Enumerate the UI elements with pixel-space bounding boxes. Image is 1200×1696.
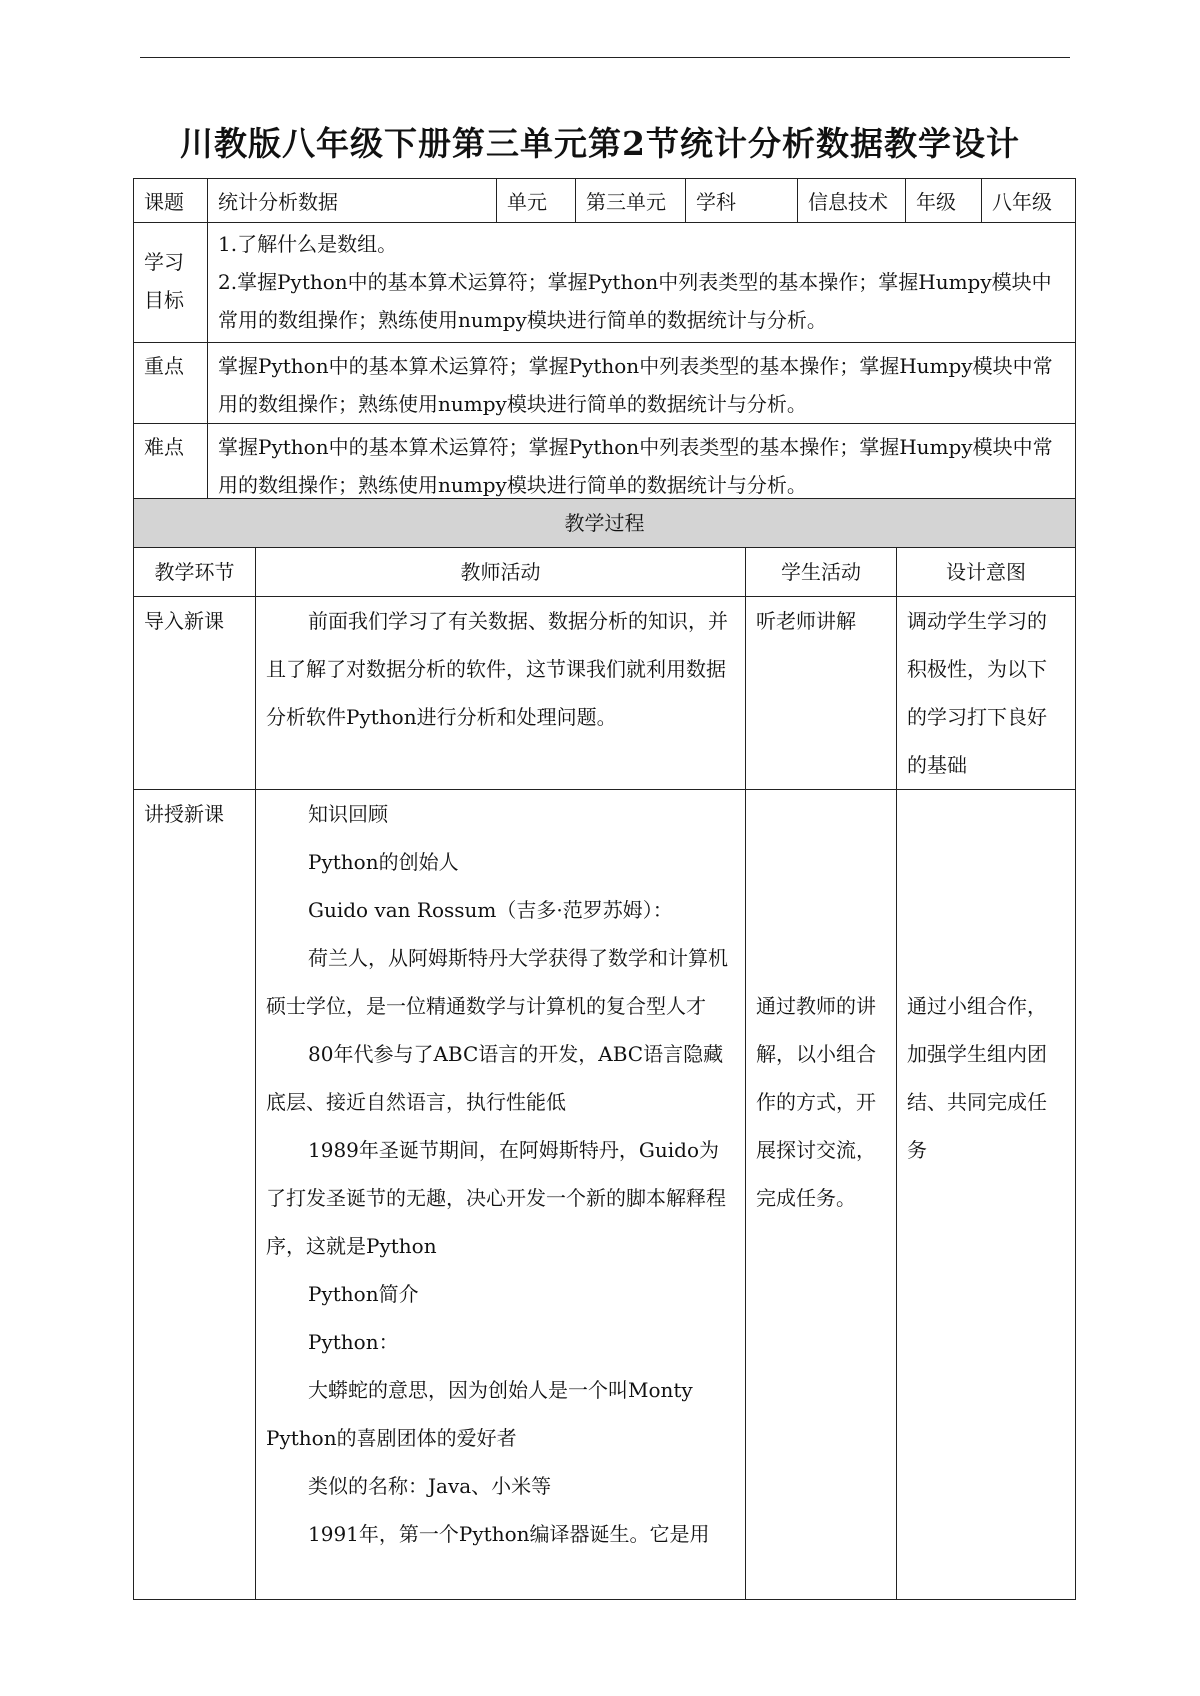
intro-teacher-text: 前面我们学习了有关数据、数据分析的知识，并且了解了对数据分析的软件，这节课我们就利用数据分析软件Python进行分析和处理问题。	[266, 609, 728, 729]
info-row	[134, 179, 1076, 223]
lecture-paragraph: 80年代参与了ABC语言的开发，ABC语言隐藏底层、接近自然语言，执行性能低	[266, 1042, 724, 1114]
difficulties-row	[134, 424, 1076, 505]
difficulties-label: 难点	[134, 424, 208, 505]
objectives-label	[134, 223, 208, 343]
lecture-design-intent	[897, 790, 1076, 1600]
intro-student-activity: 听老师讲解	[746, 597, 897, 790]
intro-row	[134, 597, 1076, 790]
lecture-paragraph: 1991年，第一个Python编译器诞生。它是用	[308, 1522, 710, 1546]
column-header-teacher: 教师活动	[256, 548, 746, 597]
lecture-paragraph: Python的创始人	[308, 850, 459, 874]
lecture-paragraph: Python：	[308, 1330, 399, 1354]
grade-value: 八年级	[982, 179, 1076, 223]
objectives-row	[134, 223, 1076, 343]
lecture-paragraph: Python简介	[308, 1282, 419, 1306]
lecture-paragraph: 大蟒蛇的意思，因为创始人是一个叫Monty Python的喜剧团体的爱好者	[266, 1378, 693, 1450]
header-rule	[140, 57, 1070, 58]
lecture-intent-text: 通过小组合作，加强学生组内团结、共同完成任务	[907, 994, 1047, 1162]
lecture-paragraph: Guido van Rossum（吉多·范罗苏姆）：	[308, 898, 673, 922]
course-label: 课题	[134, 179, 208, 223]
lecture-stage: 讲授新课	[134, 790, 256, 1600]
teaching-process-table	[133, 498, 1076, 1600]
intro-teacher-activity	[256, 597, 746, 790]
objectives-content	[208, 223, 1076, 343]
difficulties-text: 掌握Python中的基本算术运算符；掌握Python中列表类型的基本操作；掌握Humpy模块中常用的数组操作；熟练使用numpy模块进行简单的数据统计与分析。	[208, 424, 1076, 505]
intro-design-intent: 调动学生学习的积极性，为以下的学习打下良好的基础	[897, 597, 1076, 790]
key-points-text: 掌握Python中的基本算术运算符；掌握Python中列表类型的基本操作；掌握Humpy模块中常用的数组操作；熟练使用numpy模块进行简单的数据统计与分析。	[208, 343, 1076, 424]
unit-value: 第三单元	[576, 179, 686, 223]
grade-label: 年级	[906, 179, 982, 223]
lecture-paragraph: 类似的名称：Java、小米等	[308, 1474, 552, 1498]
lecture-paragraph: 1989年圣诞节期间，在阿姆斯特丹，Guido为了打发圣诞节的无趣，决心开发一个新的脚本解释程序，这就是Python	[266, 1138, 726, 1258]
key-points-label: 重点	[134, 343, 208, 424]
page-title: 川教版八年级下册第三单元第2节统计分析数据教学设计	[180, 124, 1020, 163]
lecture-paragraph: 荷兰人，从阿姆斯特丹大学获得了数学和计算机硕士学位，是一位精通数学与计算机的复合型人才	[266, 946, 728, 1018]
lecture-student-activity	[746, 790, 897, 1600]
intro-stage: 导入新课	[134, 597, 256, 790]
course-value: 统计分析数据	[208, 179, 497, 223]
lecture-row	[134, 790, 1076, 1600]
key-points-row	[134, 343, 1076, 424]
column-header-stage: 教学环节	[134, 548, 256, 597]
process-heading: 教学过程	[134, 499, 1076, 548]
objective-1: 1.了解什么是数组。	[218, 232, 398, 256]
lecture-paragraph: 知识回顾	[308, 802, 388, 826]
process-heading-row	[134, 499, 1076, 548]
process-column-headers	[134, 548, 1076, 597]
subject-value: 信息技术	[798, 179, 906, 223]
objectives-label-line2: 目标	[144, 288, 184, 312]
lecture-student-text: 通过教师的讲解，以小组合作的方式，开展探讨交流，完成任务。	[756, 994, 876, 1210]
objectives-label-line1: 学习	[144, 250, 184, 274]
column-header-student: 学生活动	[746, 548, 897, 597]
lecture-teacher-activity	[256, 790, 746, 1600]
column-header-intent: 设计意图	[897, 548, 1076, 597]
objective-2: 2.掌握Python中的基本算术运算符；掌握Python中列表类型的基本操作；掌握Humpy模块中常用的数组操作；熟练使用numpy模块进行简单的数据统计与分析。	[218, 270, 1052, 332]
unit-label: 单元	[497, 179, 576, 223]
lesson-info-table	[133, 178, 1076, 505]
subject-label: 学科	[686, 179, 798, 223]
